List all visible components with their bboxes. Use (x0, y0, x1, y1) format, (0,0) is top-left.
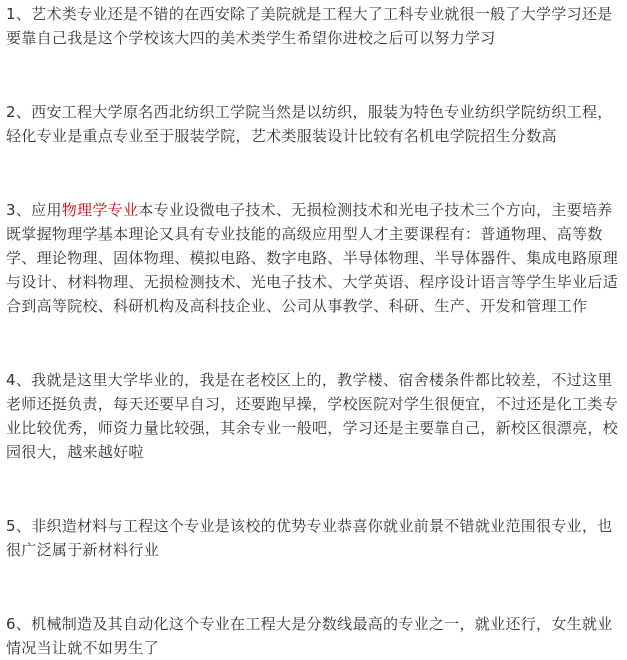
paragraph-1: 1、艺术类专业还是不错的在西安除了美院就是工程大了工科专业就很一般了大学学习还是要靠自己我是这个学校该大四的美术类学生希望你进校之后可以努力学习 (6, 5, 613, 47)
paragraph-2: 2、西安工程大学原名西北纺织工学院当然是以纺织，服装为特色专业纺织学院纺织工程，轻化专业是重点专业至于服装学院，艺术类服装设计比较有名机电学院招生分数高 (6, 103, 613, 145)
paragraph-5: 5、非织造材料与工程这个专业是该校的优势专业恭喜你就业前景不错就业范围很专业，也很广泛属于新材料行业 (6, 517, 613, 559)
answer-content (6, 2, 622, 660)
physics-major-link[interactable]: 物理学专业 (61, 201, 139, 219)
paragraph-3 (6, 198, 622, 318)
paragraph-6: 6、机械制造及其自动化这个专业在工程大是分数线最高的专业之一，就业还行，女生就业情况当让就不如男生了 (6, 615, 613, 657)
paragraph-3-body: 本专业设微电子技术、无损检测技术和光电子技术三个方向，主要培养既掌握物理学基本理论又具有专业技能的高级应用型人才主要课程有：普通物理、高等数学、理论物理、固体物理、模拟电路、数字电路、半导体物理、半导体器件、集成电路原理与设计、材料物理、无损检测技术、光电子技术、大学英语、程序设计语言等学生毕业后适合到高等院校、科研机构及高科技企业、公司从事教学、科研、生产、开发和管理工作 (6, 201, 619, 315)
paragraph-3-prefix: 3、应用 (6, 201, 62, 219)
paragraph-4: 4、我就是这里大学毕业的，我是在老校区上的，教学楼、宿舍楼条件都比较差，不过这里老师还挺负责，每天还要早自习，还要跑早操，学校医院对学生很便宜，不过还是化工类专业比较优秀，师资力量比较强，其余专业一般吧，学习还是主要靠自己，新校区很漂亮，校园很大，越来越好啦 (6, 371, 619, 461)
